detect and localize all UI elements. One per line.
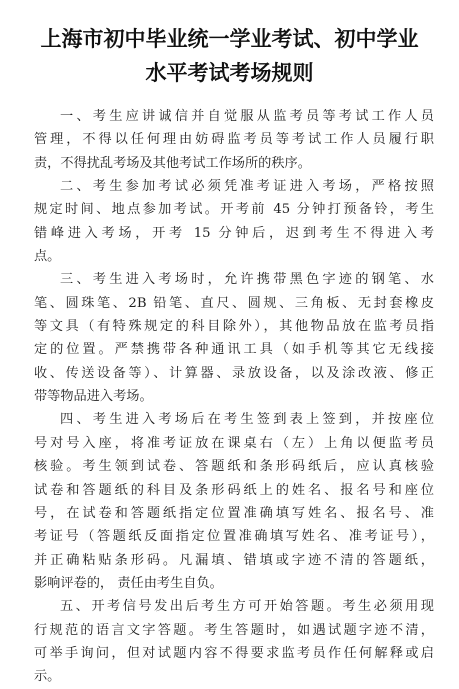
paragraph-line: 收、传送设备等）、计算器、录放设备，以及涂改液、修正 [34,365,434,381]
paragraph-line: 责，不得扰乱考场及其他考试工作场所的秩序。 [34,155,311,171]
paragraph-line: 带等物品进入考场。 [34,389,153,405]
paragraph-line: 示。 [34,669,61,685]
paragraph-line: 五、开考信号发出后考生方可开始答题。考生必须用现 [60,599,434,615]
paragraph-line: 并正确粘贴条形码。凡漏填、错填或字迹不清的答题纸， [34,552,434,568]
paragraph-line: 点。 [34,249,61,265]
paragraph-line: 错峰进入考场，开考 15 分钟后，迟到考生不得进入考 [34,225,434,241]
rule-paragraph-5 [34,595,434,688]
rule-paragraph-4 [34,408,434,595]
paragraph-line: 笔、圆珠笔、2B 铅笔、直尺、圆规、三角板、无封套橡皮 [34,295,434,311]
paragraph-line: 可举手询问，但对试题内容不得要求监考员作任何解释或启 [34,645,434,661]
paragraph-line: 二、考生参加考试必须凭准考证进入考场，严格按照 [60,179,434,195]
document-title-line-1: 上海市初中毕业统一学业考试、初中学业 [40,27,419,51]
paragraph-line: 管理，不得以任何理由妨碍监考员等考试工作人员履行职 [34,132,434,148]
paragraph-line: 号，在试卷和答题纸指定位置准确填写姓名、报名号、准 [34,505,434,521]
paragraph-line: 核验。考生领到试卷、答题纸和条形码纸后，应认真核验 [34,459,434,475]
paragraph-line: 四、考生进入考场后在考生签到表上签到，并按座位 [60,412,434,428]
paragraph-line: 号对号入座，将准考证放在课桌右（左）上角以便监考员 [34,435,434,451]
paragraph-line: 试卷和答题纸的科目及条形码纸上的姓名、报名号和座位 [34,482,434,498]
paragraph-line: 三、考生进入考场时，允许携带黑色字迹的钢笔、水 [60,272,434,288]
document-title-line-2: 水平考试考场规则 [145,61,314,85]
paragraph-line: 等文具（有特殊规定的科目除外），其他物品放在监考员指 [34,319,434,335]
paragraph-line: 规定时间、地点参加考试。开考前 45 分钟打预备铃，考生 [34,202,434,218]
paragraph-line: 影响评卷的， 责任由考生自负。 [34,575,223,591]
paragraph-line: 一、考生应讲诚信并自觉服从监考员等考试工作人员 [60,109,434,124]
rules-body [34,105,434,689]
paragraph-line: 考证号（答题纸反面指定位置准确填写姓名、准考证号）， [34,529,434,545]
rule-paragraph-2 [34,175,434,268]
paragraph-line: 定的位置。严禁携带各种通讯工具（如手机等其它无线接 [34,342,434,358]
rule-paragraph-1 [34,105,434,175]
paragraph-line: 行规范的语言文字答题。考生答题时，如遇试题字迹不清， [34,622,434,638]
rule-paragraph-3 [34,268,434,408]
